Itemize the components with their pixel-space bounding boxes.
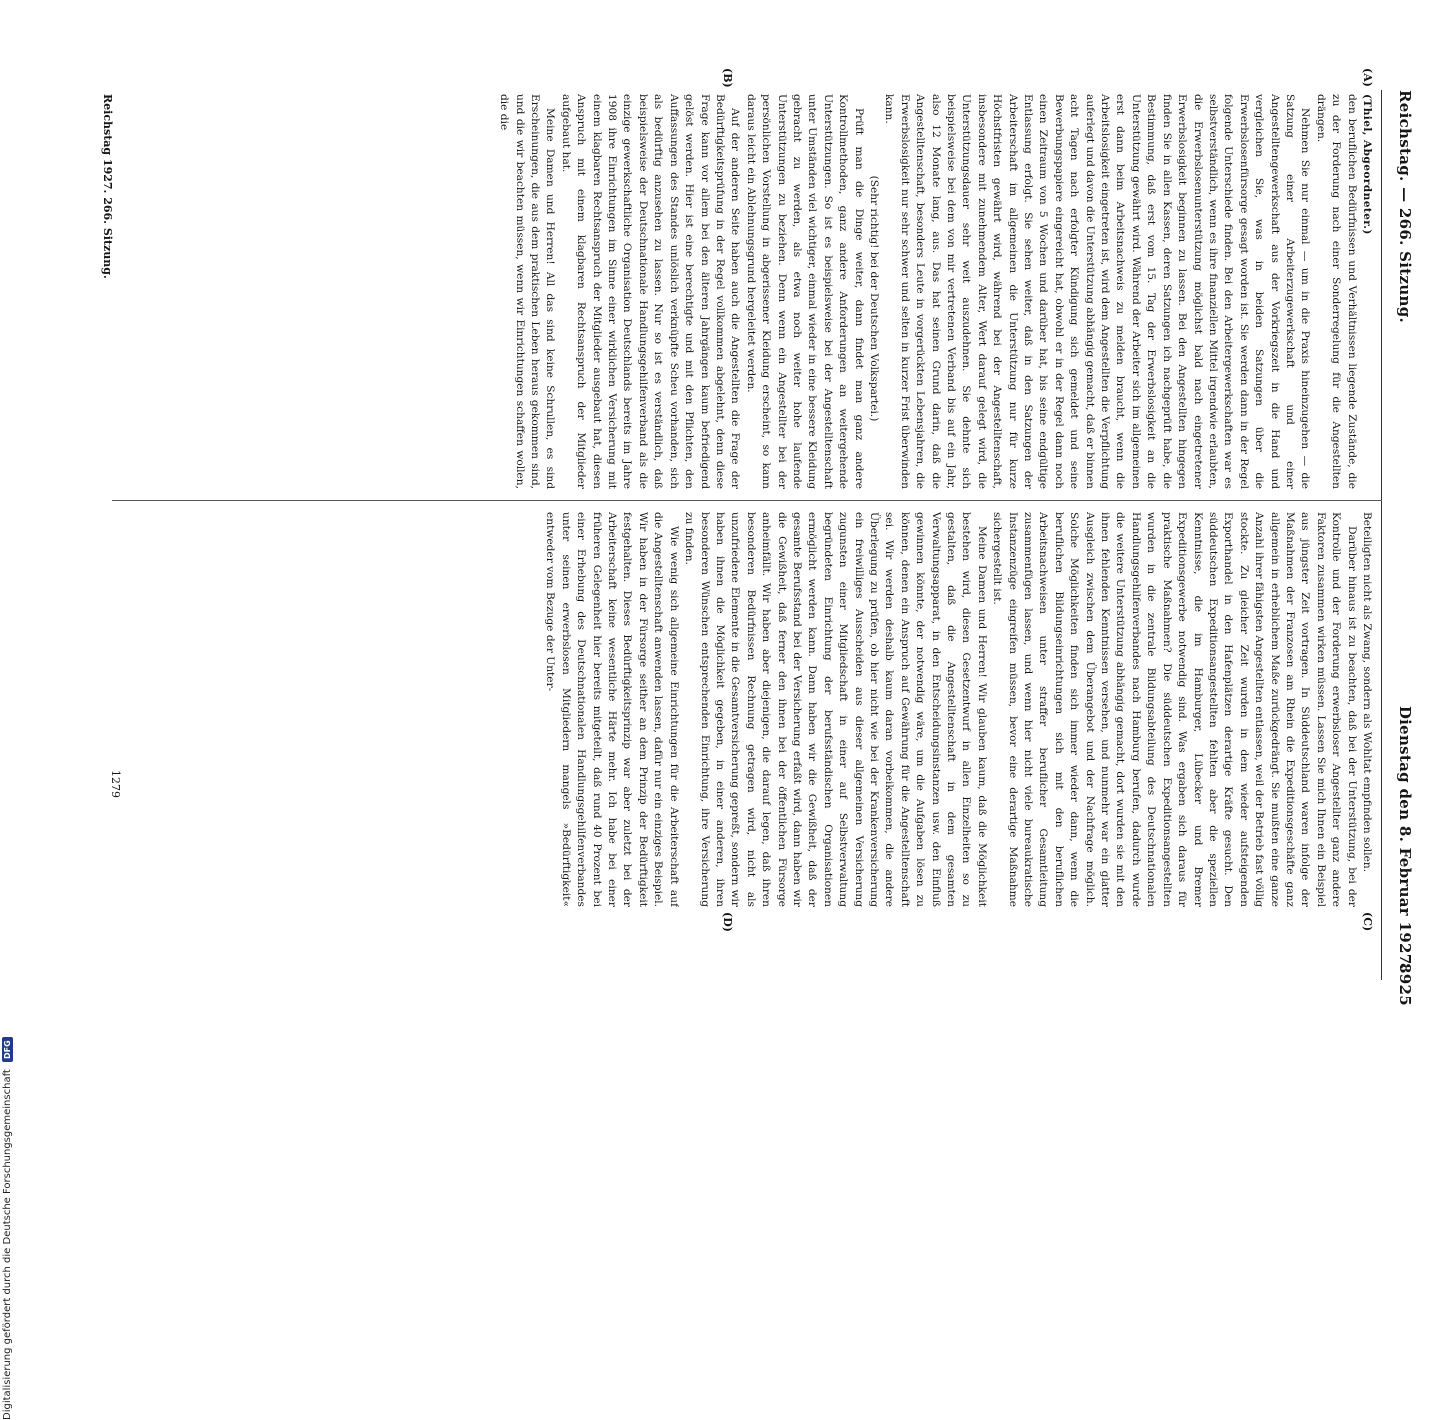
right-paragraph: Darüber hinaus ist zu beachten, daß bei der Unterstützung, bei der Kontrolle und der Forderung erwerbsloser Angestellter ganz andere Faktoren zusammen wirken müssen. Lassen Sie mich Ihnen ein Beispiel aus jüngster Zeit vortragen. In Süddeutschland waren infolge der Maßnahmen der Franzosen am Rhein die Expeditionsgeschäfte ganz allgemein in erheblichem Maße zurückgedrängt. Sie mußten eine ganze Anzahl ihrer fähigsten Angestellten entlassen, weil der Betrieb fast völlig stockte. Zu gleicher Zeit wurden in dem wieder aufsteigenden Exporthandel in den Hafenplätzen derartige Kräfte gesucht. Den süddeutschen Expeditionsangestellten fehlten aber die speziellen Kenntnisse, die im Hamburger, Lübecker und Bremer Expeditionsgewerbe notwendig sind. Was ergaben sich daraus für praktische Maßnahmen? Die süddeutschen Expeditionsangestellten wurden in die zentrale Bildungsabteilung des Deutschnationalen Handlungsgehilfenverbandes nach Hamburg berufen, dadurch wurde die weitere Unterstützung abhängig gemacht, dort wurden sie mit den ihnen fehlenden Kenntnissen versehen, und nunmehr war ein glatter Ausgleich zwischen dem Überangebot und der Nachfrage möglich. Solche Möglichkeiten finden sich immer wieder dann, wenn die beruflichen Bildungseinrichtungen sich mit den beruflichen Arbeitsnachweisen unter straffer beruflicher Gesamtleitung zusammenfügen lassen, und wenn hier nicht viele bureaukratische Instanzenzüge eingreifen müssen, bevor eine derartige Maßnahme sichergestellt ist. xyxy=(991,512,1358,907)
column-divider xyxy=(112,500,1382,501)
left-interjection: (Sehr richtig! bei der Deutschen Volkspartei.) xyxy=(868,175,880,422)
left-paragraph: Meine Damen und Herren! All das sind keine Schrullen, es sind Erscheinungen, die aus dem praktischen Leben heraus gekommen sind, und die wir beachten müssen, wenn wir Einrichtungen schaffen wollen, die die xyxy=(498,94,557,489)
left-paragraph: Auf der anderen Seite haben auch die Angestellten die Frage der Bedürftigkeitsprüfung in der Regel vollkommen abgelehnt, denn diese Frage kann vor allem bei den älteren Jahrgängen kaum befriedigend gelöst werden. Hier ist eine berechtigte und mit den Pflichten, den Auffassungen des Standes unlöslich verknüpfte Scheu vorhanden, sich als bedürftig anzusehen zu lassen. Nur so ist es verständlich, daß beispielsweise der Deutschnationale Handlungsgehilfenverband als die einzige gewerkschaftliche Organisation Deutschlands bereits im Jahre 1908 ihre Einrichtungen im Sinne einer wirklichen Versicherung mit einem klagbaren Rechtsanspruch der Mitglieder ausgebaut hat, diesen Anspruch mit einem klagbaren Rechtsanspruch der Mitglieder aufgebaut hat. xyxy=(559,94,742,489)
header-rule xyxy=(1381,90,1382,980)
right-paragraph: Beteiligten nicht als Zwang, sondern als Wohltat empfinden sollen. xyxy=(1361,512,1373,873)
margin-letter-c: (C) xyxy=(1361,912,1374,932)
digitization-credit-text: Digitalisierung gefördert durch die Deutsche Forschungsgemeinschaft xyxy=(2,1069,13,1420)
header-left: Reichstag. — 266. Sitzung. xyxy=(1396,90,1414,324)
page-header xyxy=(1384,90,1414,1006)
right-paragraph: Meine Damen und Herren! Wir glauben kaum, daß die Möglichkeit bestehen wird, diesen Gesetzentwurf in allen Einzelheiten so zu gestalten, daß die Angestelltenschaft in dem gesamten Verwaltungsapparat, in den Entscheidungsinstanzen usw. den Einfluß gewinnen könnte, der notwendig wäre, um die Aufgaben lösen zu können, denen ein Anspruch auf Gewährung für die Angestelltenschaft sei. Wir werden deshalb kaum daran vorbeikommen, die andere Überlegung zu prüfen, ob hier nicht wie bei der Krankenversicherung ein freiwilliges Ausscheiden aus dieser allgemeinen Versicherung zugunsten einer Mitgliedschaft in einer auf Selbstverwaltung begründeten Einrichtung der berufsständischen Organisationen ermöglicht werden kann. Dann haben wir die Gewißheit, daß der gesamte Berufsstand bei der Versicherung erfaßt wird, dann haben wir die Gewißheit, daß ferner den ihnen bei der öffentlichen Fürsorge anheimfällt. Wir haben aber diejenigen, die darauf legen, daß ihren besonderen Bedürfnissen Rechnung getragen wird, nicht als unzufriedene Elemente in die Gesamtversicherung gepreßt, sondern wir haben ihnen die Möglichkeit gegeben, in einer anderen, ihren besonderen Wünschen entsprechenden Einrichtung, ihre Versicherung zu finden. xyxy=(683,512,988,907)
left-paragraph: Nehmen Sie nur einmal — um in die Praxis hineinzugehen — die Satzung einer Arbeiterzugewerkschaft und einer Angestelltengewerkschaft aus der Vorkriegszeit in die Hand und vergleichen Sie, was in beiden Satzungen über die Erwerbslosenfürsorge gesagt worden ist. Sie werden dann in der Regel folgende Unterschiede finden. Bei den Arbeitergewerkschaften war es selbstverständlich, wenn es ihre finanziellen Mittel irgendwie erlaubten, die Erwerbslosenunterstützung möglichst bald nach eingetretener Erwerbslosigkeit beginnen zu lassen. Bei den Angestellten hingegen finden Sie in allen Kassen, deren Satzungen ich nachgeprüft habe, die Bestimmung, daß erst vom 15. Tag der Erwerbslosigkeit an die Unterstützung gewährt wird. Während der Arbeiter sich im allgemeinen erst dann beim Arbeitsnachweis zu melden braucht, wenn die Arbeitslosigkeit eingetreten ist, wird dem Angestellten die Verpflichtung auferlegt und davon die Unterstützung abhängig gemacht, daß er binnen acht Tagen nach erfolgter Kündigung sich gemeldet und seine Bewerbungspapiere eingereicht hat, obwohl er in der Regel dann noch einen Zeitraum von 5 Wochen und darüber hat, bis seine endgültige Entlassung erfolgt. Sie sehen weiter, daß in den Satzungen der Arbeiterschaft im allgemeinen die Unterstützung nur für kurze Höchstfristen gewährt wird, während bei der Angestelltenschaft, insbesondere mit zunehmendem Alter, Wert darauf gelegt wird, die Unterstützungsdauer sehr weit auszudehnen. Sie dehnte sich beispielsweise bei dem von mir vertretenen Verband bis auf ein Jahr, also 12 Monate lang, aus. Das hat seinen Grund darin, daß die Angestelltenschaft, besonders Leute in vorgerückten Lebensjahren, die Erwerbslosigkeit nur sehr schwer und selten in kurzer Frist überwinden kann. xyxy=(883,94,1312,489)
left-paragraph: den beruflichen Bedürfnissen und Verhältnissen liegende Zustände, die zu der Forderung nach einer Sonderregelung für die Angestellten drängen. xyxy=(1314,94,1358,489)
margin-letter-a: (A) xyxy=(1361,68,1374,87)
right-column xyxy=(134,512,1374,907)
digitization-credit xyxy=(2,1037,13,1420)
footer-session-label: Reichstag 1927. 266. Sitzung. xyxy=(101,94,114,279)
margin-letter-b: (B) xyxy=(721,68,734,88)
speaker-label: (Thiel, Abgeordneter.) xyxy=(1361,94,1373,235)
dfg-logo: DFG xyxy=(2,1037,13,1062)
header-right: Dienstag den 8. Februar 1927. xyxy=(1396,705,1414,970)
left-column xyxy=(134,94,1374,489)
margin-letter-d: (D) xyxy=(721,912,734,932)
right-paragraph: Wie wenig sich allgemeine Einrichtungen für die Arbeiterschaft auf die Angestelltenschaft anwenden lassen, dafür nur ein einziges Beispiel. Wir haben in der Fürsorge seither an dem Prinzip der Bedürftigkeit festgehalten. Dieses Bedürftigkeitsprinzip war aber zuletzt bei der Arbeiterschaft keine wesentliche Härte mehr. Ich habe bei einer früheren Gelegenheit hier bereits mitgeteilt, daß rund 40 Prozent bei einer Erhebung des Deutschnationalen Handlungsgehilfenverbandes unter seinen erwerbslosen Mitgliedern mangels »Bedürftigkeit« entweder vom Bezuge der Unter- xyxy=(544,512,680,907)
left-paragraph: Prüft man die Dinge weiter, dann findet man ganz andere Kontrollmethoden, ganz andere Anforderungen an weitergehende Unterstützungen. So ist es beispielsweise bei der Angestelltenschaft unter Umständen viel wichtiger, einmal wieder in eine bessere Kleidung gebracht zu werden, als etwa noch weiter hohe laufende Unterstützungen zu beziehen. Denn wenn ein Angestellter bei der persönlichen Vorstellung in abgerissener Kleidung erscheint, so kann daraus leicht ein Ablehnungsgrund hergeleitet werden. xyxy=(744,94,865,489)
footer-page-number: 1279 xyxy=(109,770,122,798)
header-page-number: 8925 xyxy=(1396,963,1414,1006)
